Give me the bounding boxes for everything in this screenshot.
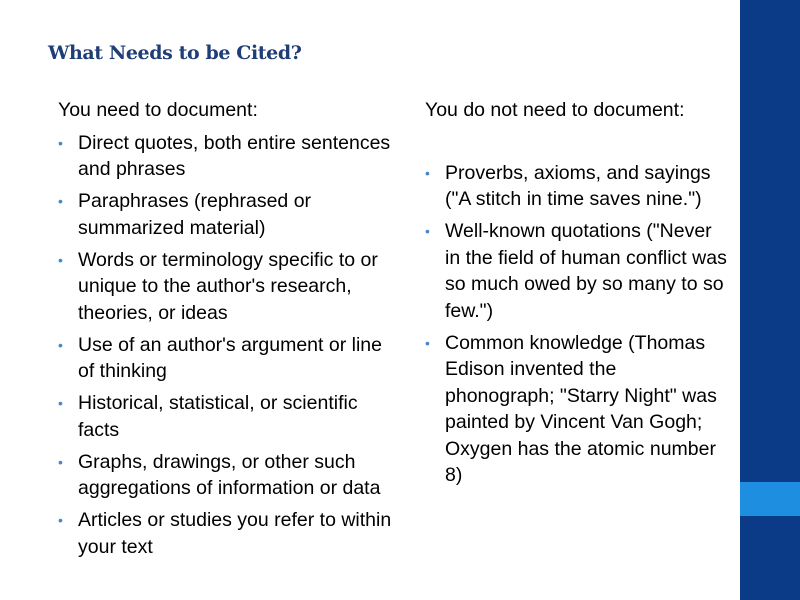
bullet-icon: • [425, 164, 430, 181]
list-item [58, 507, 393, 560]
bullet-icon: • [58, 395, 63, 411]
list-item-text: Use of an author's argument or line of thinking [78, 333, 382, 382]
slide-title: What Needs to be Cited? [48, 42, 302, 64]
list-item-text: Well-known quotations ("Never in the field of human conflict was so much owed by so many to so few.") [445, 220, 727, 322]
list-item-text: Historical, statistical, or scientific facts [78, 392, 358, 441]
list-item [58, 188, 393, 241]
left-column [58, 97, 393, 566]
bullet-icon: • [58, 134, 63, 151]
list-item-text: Graphs, drawings, or other such aggregations of information or data [78, 450, 381, 499]
bullet-icon: • [425, 223, 430, 239]
list-item [58, 247, 393, 327]
list-item-text: Direct quotes, both entire sentences and phrases [78, 131, 391, 180]
list-item [425, 160, 730, 213]
list-item [58, 449, 393, 502]
bullet-icon: • [58, 251, 63, 268]
list-item-text: Common knowledge (Thomas Edison invented the phonograph; "Starry Night" was painted by Vincent Van Gogh; Oxygen has the atomic number 8) [445, 331, 717, 486]
bullet-icon: • [58, 453, 63, 470]
bullet-icon: • [58, 512, 63, 528]
right-bullet-list [425, 160, 730, 489]
list-item [58, 130, 393, 183]
list-item-text: Articles or studies you refer to within your text [78, 509, 392, 558]
list-item [425, 218, 730, 324]
list-item [58, 332, 393, 385]
bullet-icon: • [425, 334, 430, 351]
right-column-heading: You do not need to document: [425, 99, 685, 121]
list-item-text: Proverbs, axioms, and sayings ("A stitch in time saves nine.") [445, 161, 711, 210]
side-accent-block [740, 482, 800, 516]
left-column-heading: You need to document: [58, 99, 258, 121]
left-bullet-list [58, 130, 393, 561]
list-item [58, 390, 393, 443]
list-item [425, 330, 730, 489]
list-item-text: Paraphrases (rephrased or summarized material) [78, 190, 312, 239]
right-column [425, 97, 730, 494]
bullet-icon: • [58, 193, 63, 209]
bullet-icon: • [58, 336, 63, 353]
list-item-text: Words or terminology specific to or unique to the author's research, theories, or ideas [78, 248, 378, 324]
